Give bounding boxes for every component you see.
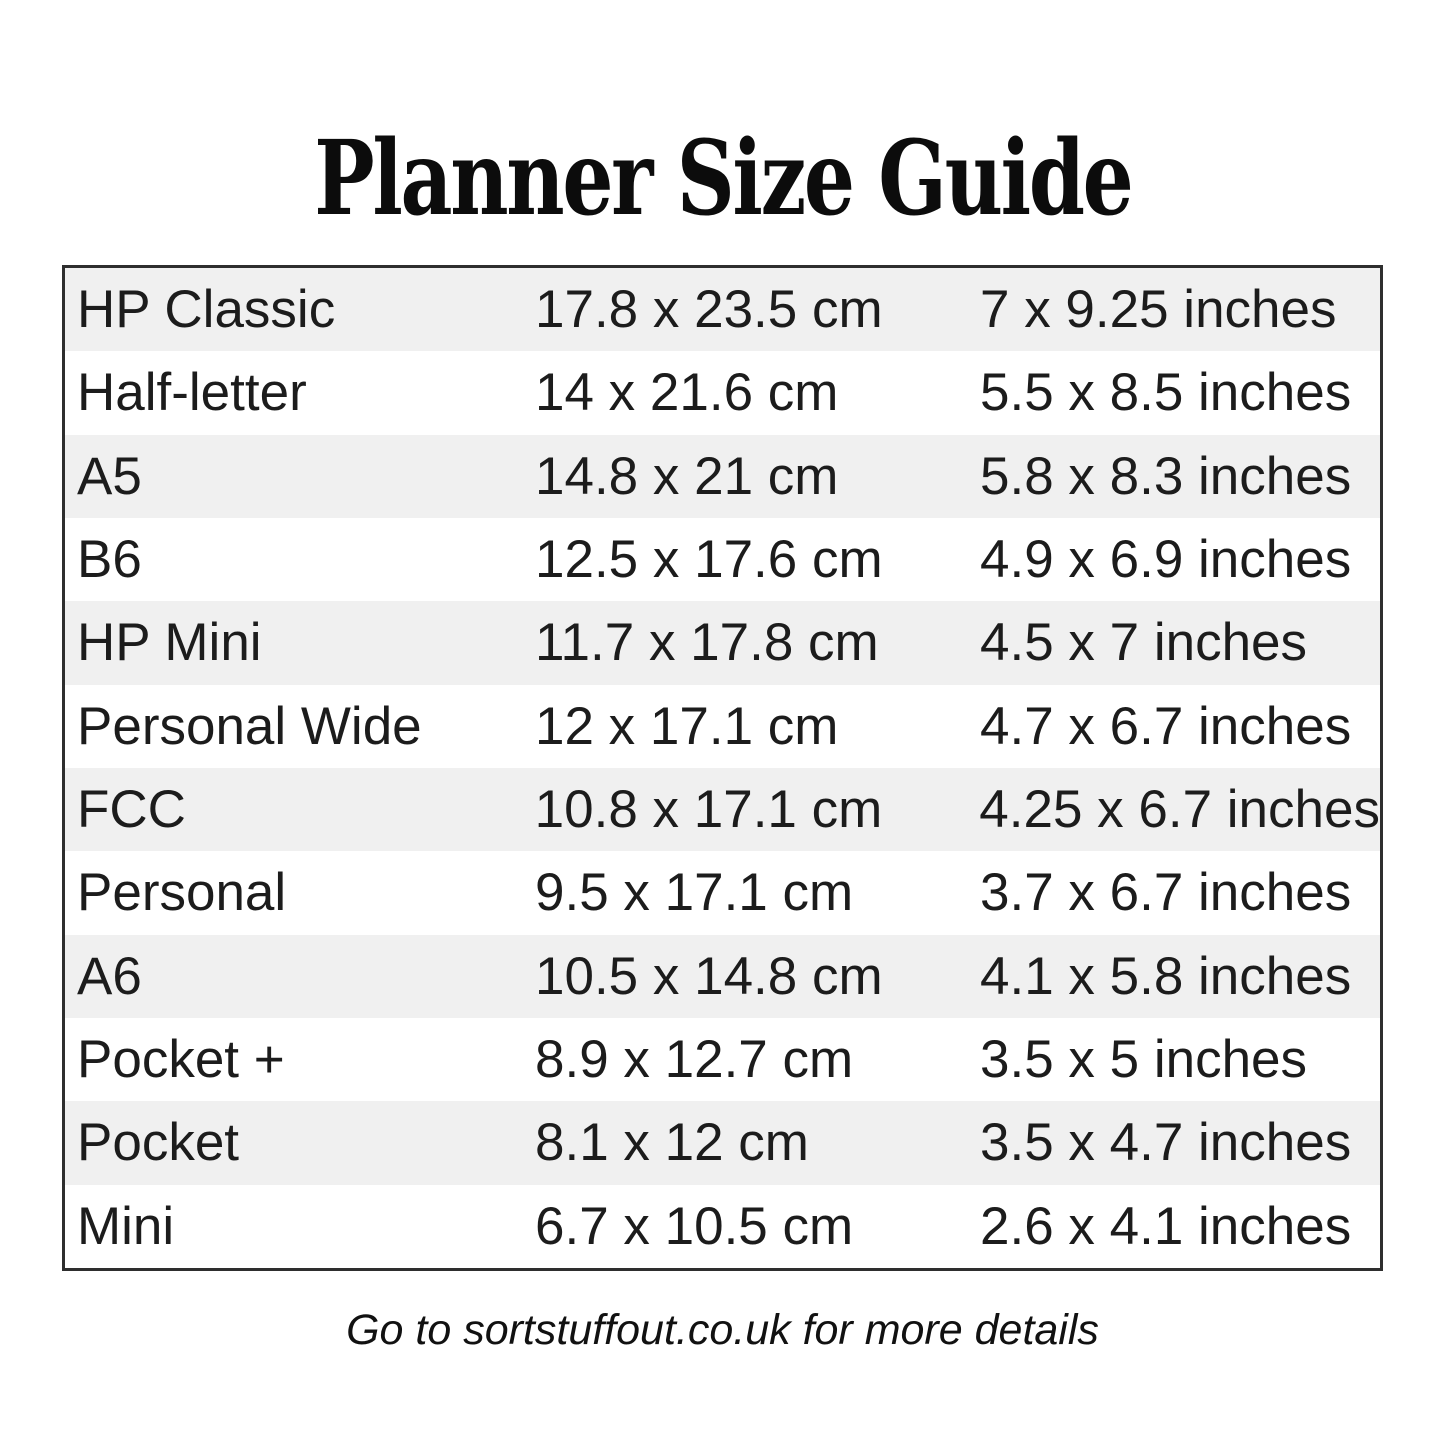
table-row (65, 268, 1380, 351)
planner-name: A5 (77, 446, 142, 506)
table-row (65, 518, 1380, 601)
planner-name: Pocket + (77, 1030, 285, 1090)
size-cm: 14 x 21.6 cm (535, 363, 839, 423)
size-inches: 3.5 x 4.7 inches (980, 1113, 1352, 1173)
table-row (65, 935, 1380, 1018)
planner-name: A6 (77, 946, 142, 1006)
size-inches: 2.6 x 4.1 inches (980, 1196, 1352, 1256)
table-row (65, 435, 1380, 518)
size-inches: 4.5 x 7 inches (980, 613, 1308, 673)
size-inches: 4.7 x 6.7 inches (980, 696, 1352, 756)
page-title (0, 118, 1445, 239)
table-row (65, 351, 1380, 434)
size-cm: 11.7 x 17.8 cm (535, 613, 879, 673)
table-row (65, 1185, 1380, 1268)
planner-name: FCC (77, 780, 186, 840)
table-row (65, 601, 1380, 684)
planner-name: Half-letter (77, 363, 307, 423)
size-cm: 17.8 x 23.5 cm (535, 280, 883, 340)
planner-name: Mini (77, 1196, 175, 1256)
size-cm: 6.7 x 10.5 cm (535, 1196, 854, 1256)
size-inches: 3.5 x 5 inches (980, 1030, 1308, 1090)
size-inches: 5.8 x 8.3 inches (980, 446, 1352, 506)
size-inches: 3.7 x 6.7 inches (980, 863, 1352, 923)
planner-name: Personal (77, 863, 287, 923)
footer-note: Go to sortstuffout.co.uk for more details (346, 1306, 1099, 1354)
size-cm: 14.8 x 21 cm (535, 446, 839, 506)
size-cm: 12.5 x 17.6 cm (535, 530, 883, 590)
table-row (65, 1018, 1380, 1101)
size-cm: 8.9 x 12.7 cm (535, 1030, 854, 1090)
size-table (62, 265, 1383, 1271)
size-cm: 8.1 x 12 cm (535, 1113, 809, 1173)
size-cm: 9.5 x 17.1 cm (535, 863, 854, 923)
table-row (65, 851, 1380, 934)
size-inches: 5.5 x 8.5 inches (980, 363, 1352, 423)
size-cm: 10.8 x 17.1 cm (534, 780, 883, 840)
size-inches: 4.25 x 6.7 inches (979, 780, 1380, 840)
planner-name: B6 (77, 530, 142, 590)
table-row (65, 768, 1380, 851)
planner-name: HP Mini (77, 613, 262, 673)
size-cm: 12 x 17.1 cm (535, 696, 839, 756)
size-inches: 7 x 9.25 inches (980, 280, 1337, 340)
size-cm: 10.5 x 14.8 cm (535, 946, 883, 1006)
table-row (65, 685, 1380, 768)
planner-name: Personal Wide (77, 696, 422, 756)
size-inches: 4.1 x 5.8 inches (980, 946, 1352, 1006)
planner-name: HP Classic (77, 280, 336, 340)
table-row (65, 1101, 1380, 1184)
page-title-text: Planner Size Guide (313, 118, 1132, 239)
size-inches: 4.9 x 6.9 inches (980, 530, 1352, 590)
planner-name: Pocket (77, 1113, 240, 1173)
